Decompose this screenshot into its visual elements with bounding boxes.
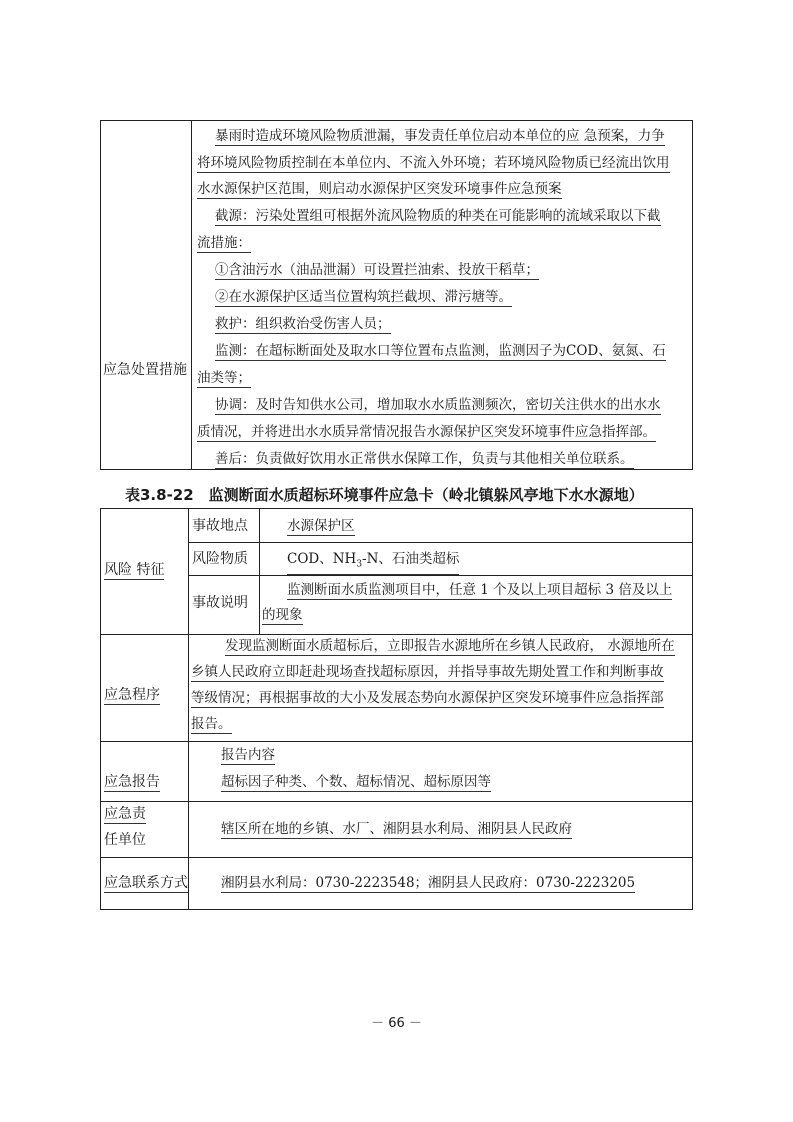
risk-features-label: 风险 特征 bbox=[104, 562, 165, 578]
measure-line: 救护：组织救治受伤害人员； bbox=[215, 316, 391, 332]
measure-line: 油类等； bbox=[197, 370, 251, 386]
column-divider bbox=[259, 509, 260, 634]
procedure-line: 发现监测断面水质超标后，立即报告水源地所在乡镇人民政府， 水源地所在 bbox=[225, 638, 675, 654]
report-label: 应急报告 bbox=[104, 774, 160, 790]
row-divider bbox=[101, 801, 693, 802]
report-line: 超标因子种类、个数、超标情况、超标原因等 bbox=[221, 774, 491, 790]
measure-line: 水水源保护区范围，则启动水源保护区突发环境事件应急预案 bbox=[197, 181, 562, 197]
accident-description-line: 监测断面水质监测项目中，任意 1 个及以上项目超标 3 倍及以上 bbox=[287, 582, 673, 598]
contact-label: 应急联系方式 bbox=[104, 875, 188, 891]
risk-substance-text: COD、NH bbox=[287, 551, 357, 567]
measure-line: 暴雨时造成环境风险物质泄漏，事发责任单位启动本单位的应 急预案，力争 bbox=[215, 128, 665, 144]
measure-line: 善后：负责做好饮用水正常供水保障工作，负责与其他相关单位联系。 bbox=[215, 451, 634, 467]
accident-location-value: 水源保护区 bbox=[287, 518, 355, 534]
measure-line: ①含油污水（油品泄漏）可设置拦油索、投放干稻草； bbox=[215, 262, 539, 278]
row-divider bbox=[101, 741, 693, 742]
risk-substance-subscript: 3 bbox=[356, 559, 363, 570]
procedure-label: 应急程序 bbox=[104, 687, 160, 703]
row-divider bbox=[101, 857, 693, 858]
measures-label: 应急处置措施 bbox=[103, 362, 187, 378]
risk-substance-value bbox=[287, 550, 459, 575]
table-caption: 表3.8-22 监测断面水质超标环境事件应急卡（岭北镇躲风亭地下水水源地） bbox=[125, 486, 644, 504]
procedure-line: 乡镇人民政府立即赶赴现场查找超标原因，并指导事故先期处置工作和判断事故 bbox=[191, 664, 664, 680]
measure-line: 流措施： bbox=[197, 235, 251, 251]
accident-description-label: 事故说明 bbox=[192, 595, 248, 611]
risk-substance-text-suffix: -N、石油类超标 bbox=[362, 551, 460, 567]
row-divider bbox=[188, 542, 693, 543]
column-divider bbox=[188, 509, 189, 910]
emergency-measures-table bbox=[100, 120, 693, 470]
measure-line: ②在水源保护区适当位置构筑拦截坝、滞污塘等。 bbox=[215, 289, 512, 305]
report-line: 报告内容 bbox=[221, 747, 275, 763]
measure-line: 协调：及时告知供水公司，增加取水水质监测频次，密切关注供水的出水水 bbox=[215, 397, 661, 413]
accident-location-label: 事故地点 bbox=[192, 518, 248, 534]
contact-value: 湘阴县水利局：0730-2223548；湘阴县人民政府：0730-2223205 bbox=[221, 875, 636, 891]
procedure-line: 报告。 bbox=[191, 716, 232, 732]
risk-substance-label: 风险物质 bbox=[192, 551, 248, 567]
responsible-unit-label: 任单位 bbox=[104, 832, 146, 848]
measures-label-cell bbox=[101, 121, 192, 469]
procedure-line: 等级情况；再根据事故的大小及发展态势向水源保护区突发环境事件应急指挥部 bbox=[191, 690, 664, 706]
emergency-card-table bbox=[100, 508, 693, 910]
measure-line: 监测：在超标断面处及取水口等位置布点监测，监测因子为COD、氨氮、石 bbox=[215, 343, 666, 359]
row-divider bbox=[101, 634, 693, 635]
measure-line: 将环境风险物质控制在本单位内、不流入外环境；若环境风险物质已经流出饮用 bbox=[197, 155, 670, 171]
row-divider bbox=[188, 575, 693, 576]
responsible-unit-value: 辖区所在地的乡镇、水厂、湘阴县水利局、湘阴县人民政府 bbox=[221, 821, 572, 837]
accident-description-line: 的现象 bbox=[262, 607, 303, 623]
measure-line: 质情况，并将进出水水质异常情况报告水源保护区突发环境事件应急指挥部。 bbox=[197, 424, 656, 440]
responsible-unit-label: 应急责 bbox=[104, 806, 146, 822]
measure-line: 截源：污染处置组可根据外流风险物质的种类在可能影响的流域采取以下截 bbox=[215, 208, 661, 224]
page-number: － 66 － bbox=[371, 1016, 422, 1031]
